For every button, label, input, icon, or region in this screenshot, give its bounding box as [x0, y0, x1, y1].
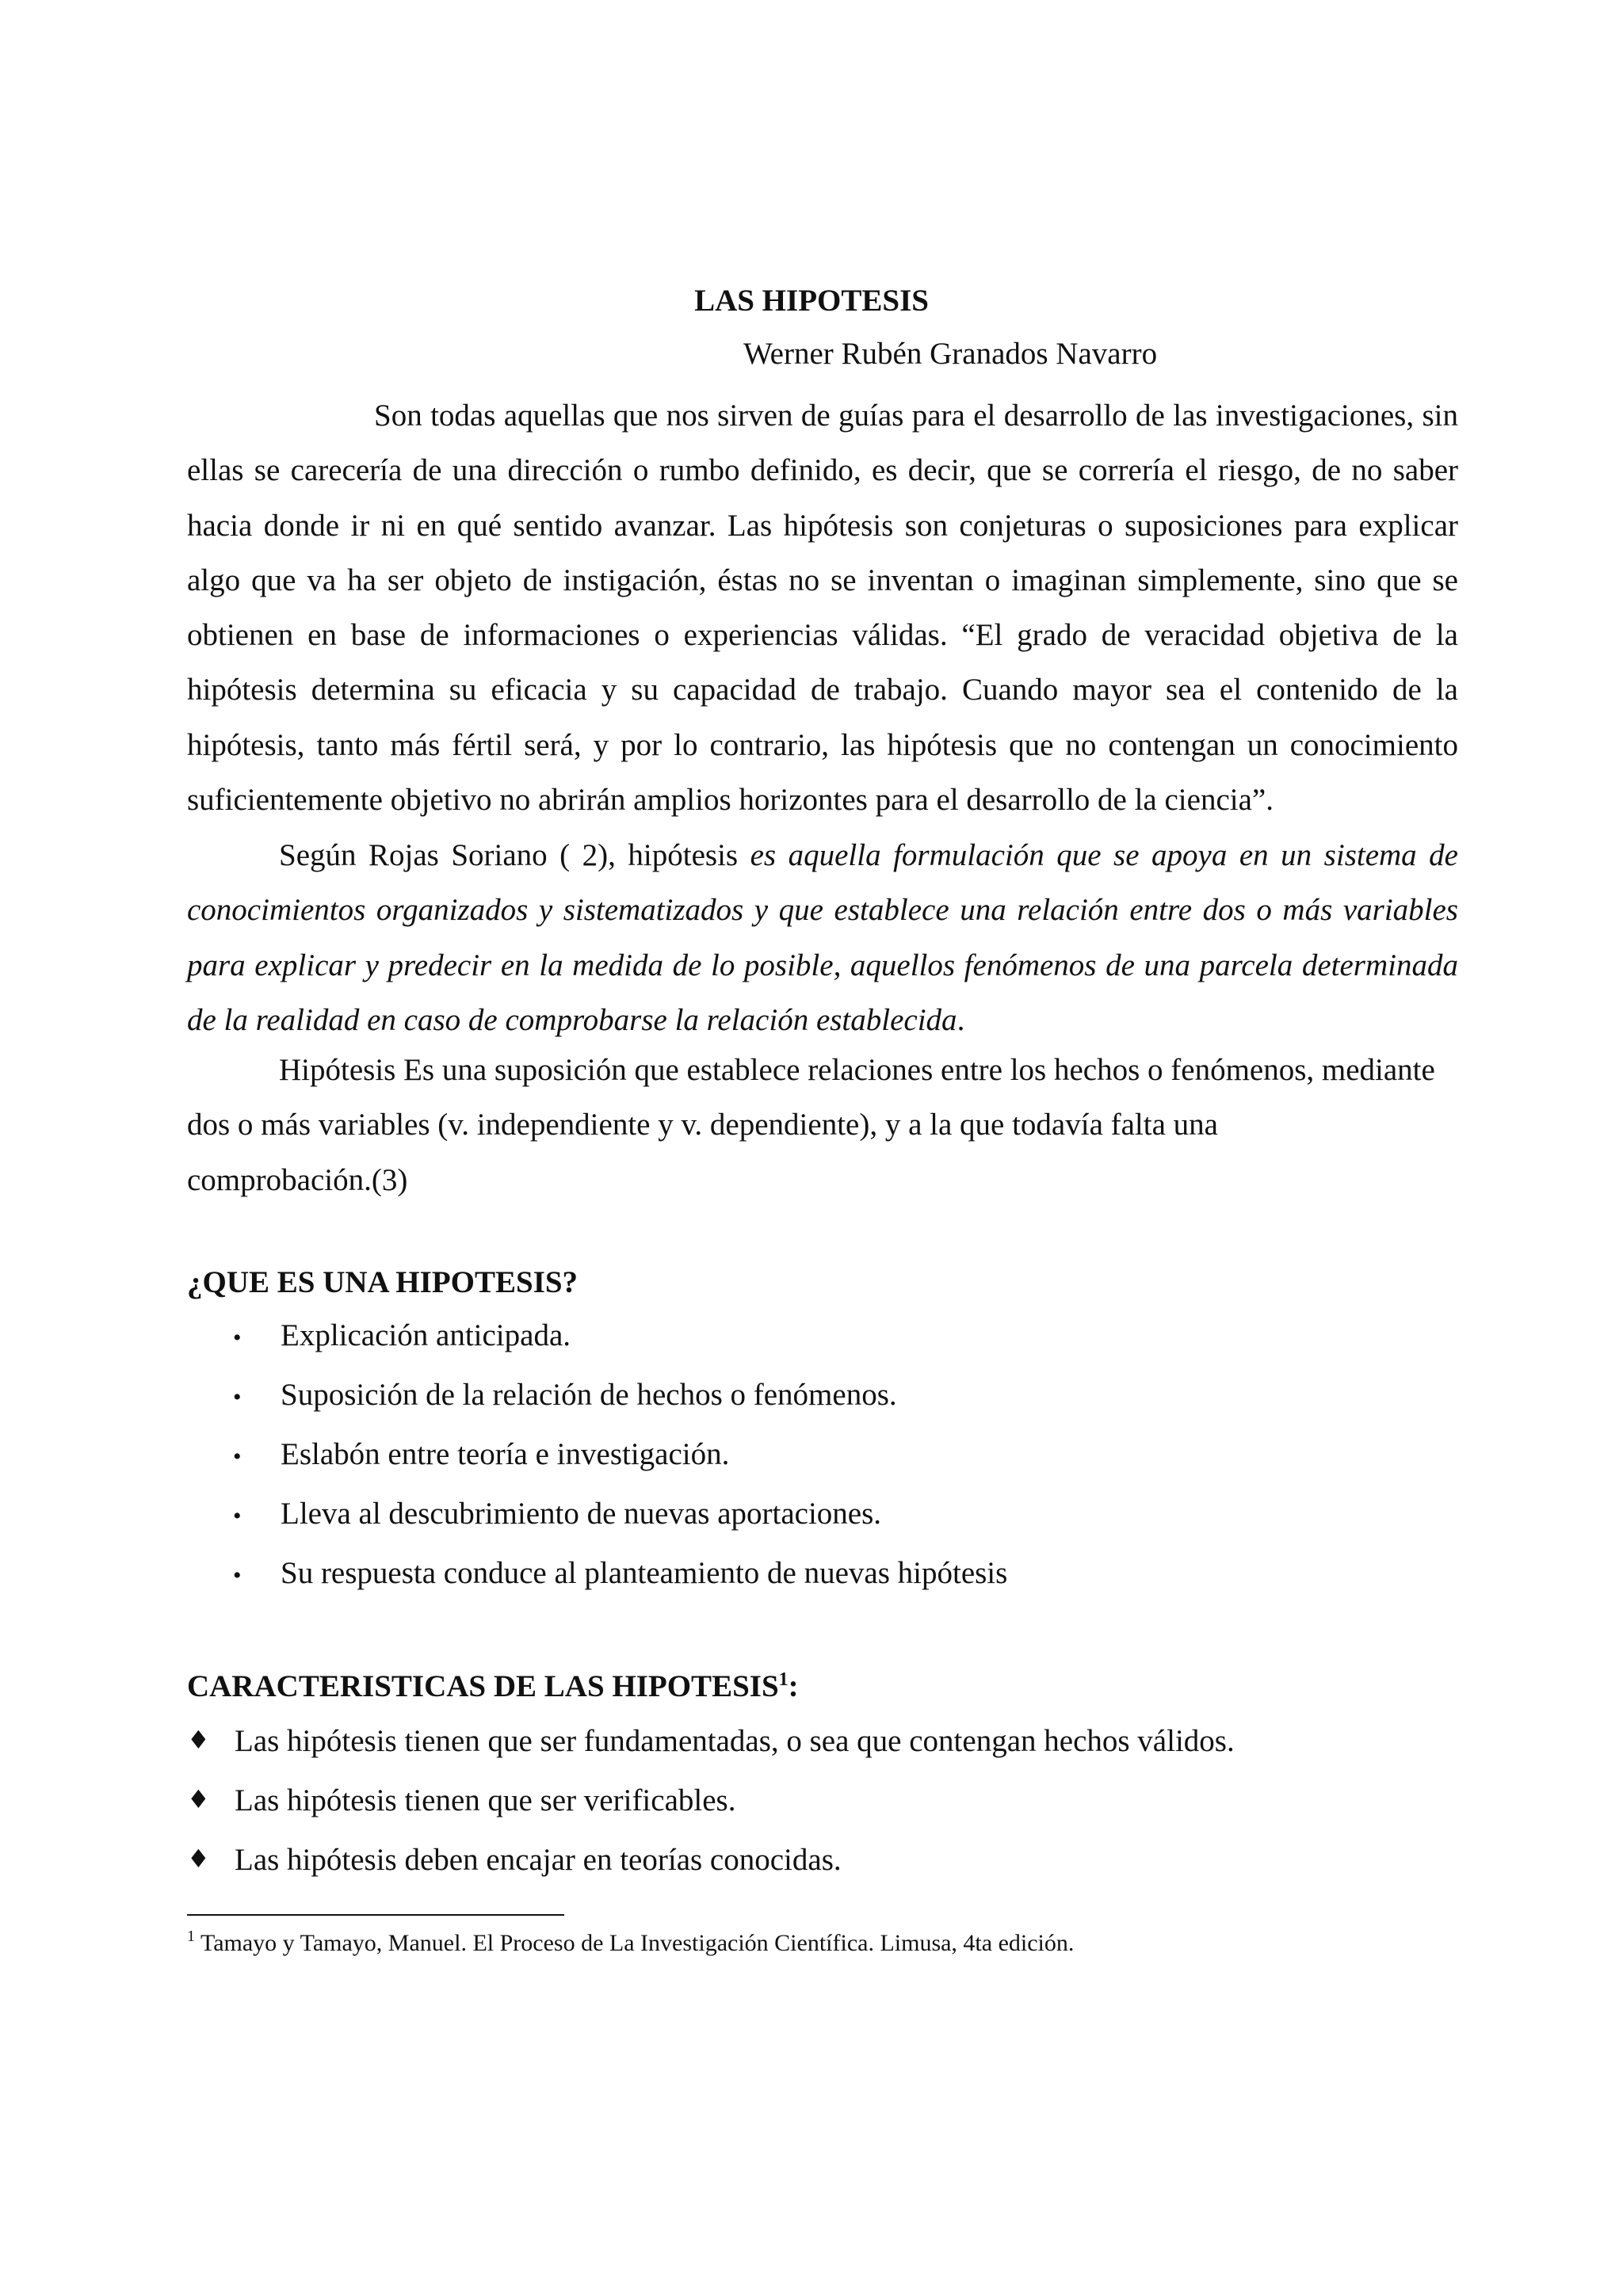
paragraph-hipotesis-definition: [187, 1043, 1458, 1207]
bullet-icon: •: [233, 1444, 242, 1470]
paragraph-rojas-definition: es aquella formulación que se apoya en un sistema de conocimientos organizados y sistematizados y que establece una relación entre dos o más variables para explicar y predecir en la medida de lo posible, aquellos fenómenos de una parcela determinada de la realidad en caso de comprobarse la relación establecida: [187, 838, 1458, 1037]
paragraph-hipotesis-line-2: dos o más variables (v. independiente y v. dependiente), y a la que todavía falta una: [187, 1108, 1218, 1142]
section-heading-caracteristicas: [187, 1669, 799, 1704]
que-es-list: [187, 1318, 1007, 1615]
list-item-text: Las hipótesis tienen que ser verificables.: [235, 1783, 736, 1817]
paragraph-intro: Son todas aquellas que nos sirven de guías para el desarrollo de las investigaciones, sin ellas se carecería de una dirección o rumbo definido, es decir, que se correría el riesgo, de no saber hacia donde ir ni en qué sentido avanzar. Las hipótesis son conjeturas o suposiciones para explicar algo que va ha ser objeto de instigación, éstas no se inventan o imaginan simplemente, sino que se obtienen en base de informaciones o experiencias válidas. “El grado de veracidad objetiva de la hipótesis determina su eficacia y su capacidad de trabajo. Cuando mayor sea el contenido de la hipótesis, tanto más fértil será, y por lo contrario, las hipótesis que no contengan un conocimiento suficientemente objetivo no abrirán amplios horizontes para el desarrollo de la ciencia”.: [187, 399, 1458, 818]
paragraph-hipotesis-line-1: Hipótesis Es una suposición que establece relaciones entre los hechos o fenómenos, mediante: [279, 1053, 1435, 1087]
list-item: [187, 1496, 1007, 1555]
diamond-bullet-icon: ♦: [187, 1844, 210, 1874]
paragraph-rojas-soriano: [187, 828, 1458, 1047]
footnote-number: 1: [187, 1928, 195, 1945]
list-item-text: Eslabón entre teoría e investigación.: [281, 1437, 730, 1471]
bullet-icon: •: [233, 1503, 242, 1529]
list-item: [187, 1555, 1007, 1615]
bullet-icon: •: [233, 1384, 242, 1410]
list-item: [187, 1436, 1007, 1496]
list-item: [187, 1377, 1007, 1436]
diamond-bullet-icon: ♦: [187, 1784, 210, 1814]
paragraph-hipotesis-line-3: comprobación.(3): [187, 1162, 408, 1197]
paragraph-rojas-end: .: [957, 1002, 965, 1037]
section-heading-que-es: ¿QUE ES UNA HIPOTESIS?: [187, 1265, 579, 1299]
section-heading-caracteristicas-text: CARACTERISTICAS DE LAS HIPOTESIS: [187, 1669, 779, 1703]
list-item: [187, 1318, 1007, 1377]
bullet-icon: •: [233, 1562, 242, 1589]
document-title: LAS HIPOTESIS: [694, 284, 929, 318]
list-item: [187, 1842, 1235, 1901]
list-item: [187, 1783, 1235, 1842]
section-heading-colon: :: [788, 1669, 799, 1703]
caracteristicas-list: [187, 1723, 1235, 1901]
list-item-text: Las hipótesis deben encajar en teorías conocidas.: [235, 1843, 842, 1877]
paragraph-rojas-intro: Según Rojas Soriano ( 2), hipótesis: [279, 838, 750, 872]
footnote: [187, 1928, 1074, 1957]
list-item-text: Lleva al descubrimiento de nuevas aportaciones.: [281, 1497, 882, 1531]
list-item: [187, 1723, 1235, 1783]
bullet-icon: •: [233, 1325, 242, 1351]
footnote-separator: [187, 1914, 564, 1916]
author-name: Werner Rubén Granados Navarro: [743, 337, 1158, 371]
list-item-text: Su respuesta conduce al planteamiento de nuevas hipótesis: [281, 1556, 1008, 1590]
list-item-text: Suposición de la relación de hechos o fenómenos.: [281, 1378, 897, 1412]
footnote-text: Tamayo y Tamayo, Manuel. El Proceso de La Investigación Científica. Limusa, 4ta edición.: [195, 1930, 1075, 1956]
list-item-text: Explicación anticipada.: [281, 1318, 571, 1352]
diamond-bullet-icon: ♦: [187, 1725, 210, 1755]
footnote-reference: 1: [778, 1669, 789, 1690]
list-item-text: Las hipótesis tienen que ser fundamentadas, o sea que contengan hechos válidos.: [235, 1724, 1235, 1758]
